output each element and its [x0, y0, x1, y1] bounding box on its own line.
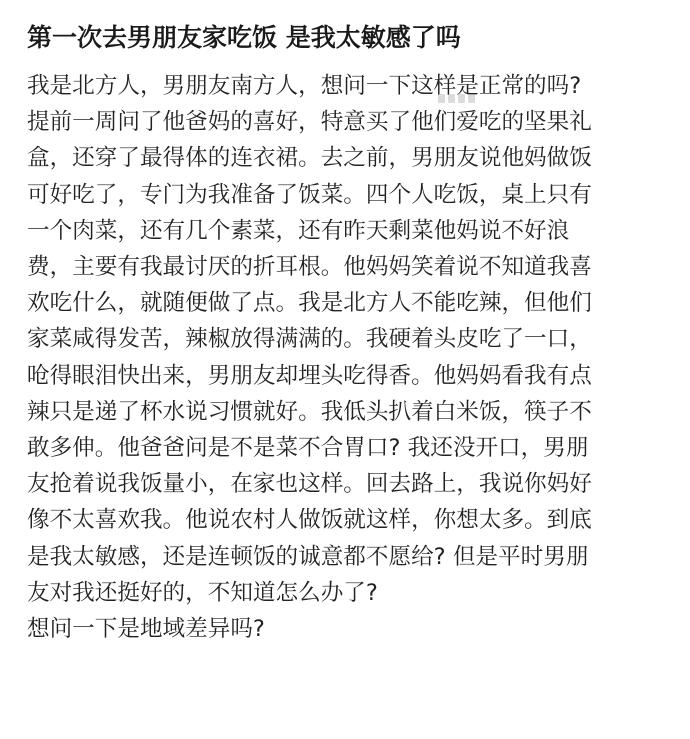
- body-line: 像不太喜欢我。他说农村人做饭就这样，你想太多。到底: [27, 507, 592, 534]
- body-line: 呛得眼泪快出来，男朋友却埋头吃得香。他妈妈看我有点: [27, 362, 592, 389]
- body-line: 家菜咸得发苦，辣椒放得满满的。我硬着头皮吃了一口，: [27, 326, 592, 353]
- post-title: 第一次去男朋友家吃饭 是我太敏感了吗: [27, 23, 461, 52]
- body-line: 一个肉菜，还有几个素菜，还有昨天剩菜他妈说不好浪: [27, 217, 570, 244]
- pixel-mosaic-icon: [438, 88, 480, 100]
- post: [27, 18, 667, 647]
- body-line: 我是北方人，男朋友南方人，想问一下这样是正常的吗?: [27, 73, 582, 99]
- body-line: 盒，还穿了最得体的连衣裙。去之前，男朋友说他妈做饭: [27, 145, 592, 172]
- body-line: 友对我还挺好的，不知道怎么办了?: [27, 579, 378, 606]
- body-line: 可好吃了，专门为我准备了饭菜。四个人吃饭，桌上只有: [27, 181, 592, 208]
- body-line: 欢吃什么，就随便做了点。我是北方人不能吃辣，但他们: [27, 290, 592, 317]
- body-line: 提前一周问了他爸妈的喜好，特意买了他们爱吃的坚果礼: [27, 109, 592, 136]
- body-line: 是我太敏感，还是连顿饭的诚意都不愿给? 但是平时男朋: [27, 543, 589, 570]
- body-line: 敢多伸。他爸爸问是不是菜不合胃口? 我还没开口，男朋: [27, 435, 589, 462]
- body-line: 费，主要有我最讨厌的折耳根。他妈妈笑着说不知道我喜: [27, 254, 592, 281]
- body-line: 友抢着说我饭量小，在家也这样。回去路上，我说你妈好: [27, 471, 592, 498]
- body-line: 辣只是递了杯水说习惯就好。我低头扒着白米饭，筷子不: [27, 398, 592, 425]
- post-body: [27, 68, 667, 647]
- body-line: 想问一下是地域差异吗?: [27, 616, 265, 643]
